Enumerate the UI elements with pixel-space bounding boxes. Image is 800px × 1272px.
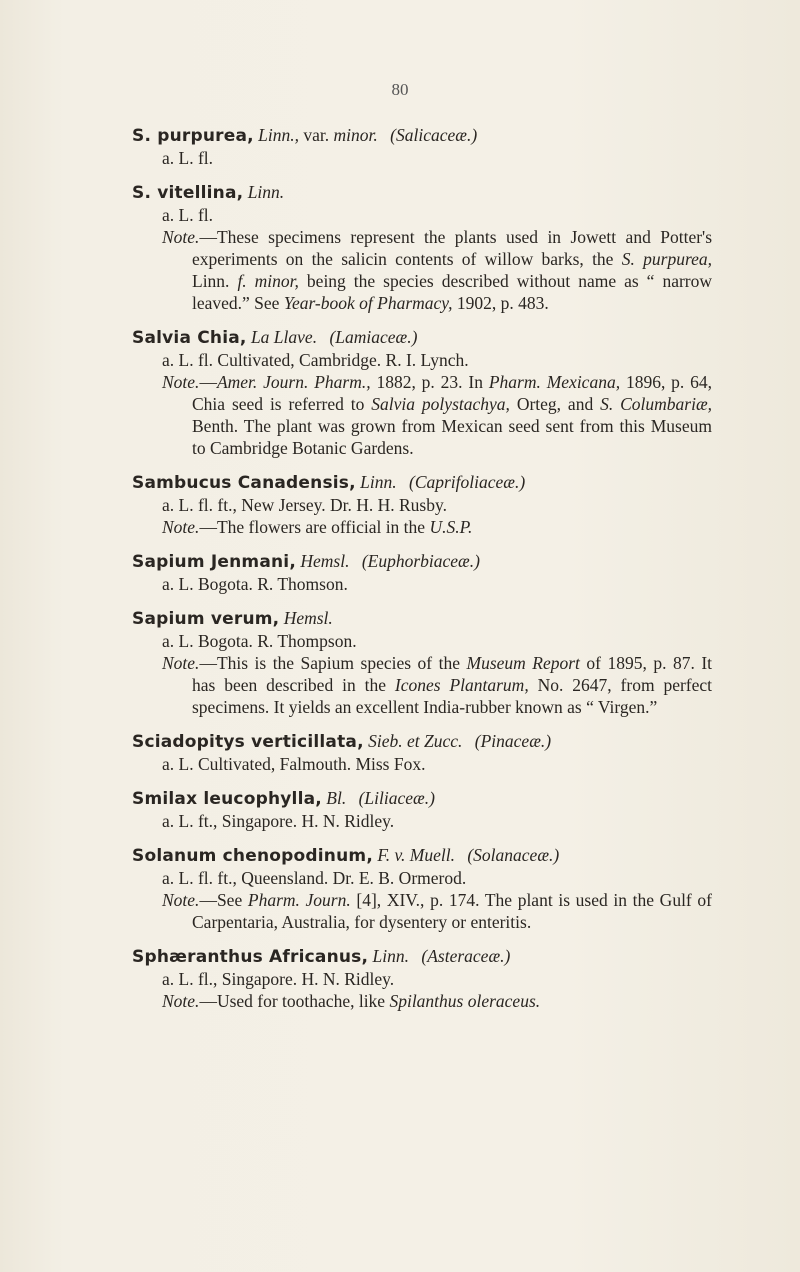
species-name: Sapium Jenmani,: [132, 552, 296, 572]
family-name: (Euphorbiaceæ.): [361, 551, 480, 571]
entry-solanum-chenopodinum: [132, 844, 712, 933]
note-text: —Used for toothache, like: [199, 991, 386, 1011]
page-number: 80: [391, 80, 409, 99]
specimen-details: a. L. fl., Singapore. H. N. Ridley.: [162, 969, 395, 989]
note-block: [132, 226, 712, 314]
species-name: Sciadopitys verticillata,: [132, 732, 364, 752]
note-text: 1882, p. 23. In: [376, 372, 483, 392]
note-label: Note.: [162, 991, 200, 1011]
note-text: [4], XIV., p. 174. The plant is used in the Gulf of Carpentaria, Australia, for dysentery or enteritis.: [192, 890, 712, 932]
note-text: of 1895, p. 87. It has been described in the: [192, 653, 713, 695]
family-name: (Solanaceæ.): [467, 845, 560, 865]
note-italic: f. minor,: [237, 271, 299, 291]
note-italic: Year-book of Pharmacy,: [283, 293, 453, 313]
species-name: Sambucus Canadensis,: [132, 473, 356, 493]
note-text: —The flowers are official in the: [199, 517, 426, 537]
note-label: Note.: [162, 517, 200, 537]
note-label: Note.: [162, 890, 200, 910]
entry-sapium-verum: [132, 607, 712, 718]
specimen-details: a. L. fl. Cultivated, Cambridge. R. I. Lynch.: [162, 350, 469, 370]
family-name: (Caprifoliaceæ.): [409, 472, 526, 492]
note-italic: U.S.P.: [429, 517, 473, 537]
variety-name: minor.: [333, 125, 378, 145]
entry-smilax-leucophylla: [132, 787, 712, 832]
note-text: No. 2647, from perfect specimens. It yields an excellent India-rubber known as “ Virgen.”: [192, 675, 713, 717]
entry-sambucus-canadensis: [132, 471, 712, 538]
note-italic: S. purpurea,: [621, 249, 712, 269]
note-label: Note.: [162, 653, 200, 673]
note-text: Orteg, and: [516, 394, 594, 414]
species-name: Solanum chenopodinum,: [132, 846, 373, 866]
authority: Linn.: [247, 182, 285, 202]
specimen-details: a. L. fl.: [162, 148, 214, 168]
note-block: [132, 652, 712, 718]
family-name: (Asteraceæ.): [421, 946, 511, 966]
authority: Linn.,: [258, 125, 300, 145]
authority: F. v. Muell.: [377, 845, 455, 865]
species-name: Salvia Chia,: [132, 328, 247, 348]
note-text: Linn.: [192, 271, 230, 291]
specimen-details: a. L. Cultivated, Falmouth. Miss Fox.: [162, 754, 426, 774]
note-label: Note.: [162, 227, 200, 247]
note-italic: Pharm. Mexicana,: [488, 372, 621, 392]
note-italic: Spilanthus oleraceus.: [389, 991, 541, 1011]
authority: Linn.: [360, 472, 397, 492]
authority: Hemsl.: [283, 608, 333, 628]
note-italic: Salvia polystachya,: [371, 394, 510, 414]
species-name: Sphæranthus Africanus,: [132, 947, 369, 967]
family-name: (Liliaceæ.): [358, 788, 435, 808]
authority: Bl.: [326, 788, 347, 808]
note-block: [132, 371, 712, 459]
specimen-details: a. L. ft., Singapore. H. N. Ridley.: [162, 811, 395, 831]
entry-sphaeranthus-africanus: [132, 945, 712, 1012]
entry-sapium-jenmani: [132, 550, 712, 595]
note-italic: Pharm. Journ.: [247, 890, 351, 910]
entry-salix-vitellina: [132, 181, 712, 314]
note-label: Note.: [162, 372, 200, 392]
note-text: —: [199, 372, 217, 392]
note-italic: Museum Report: [466, 653, 580, 673]
authority: Sieb. et Zucc.: [368, 731, 463, 751]
specimen-details: a. L. fl. ft., Queensland. Dr. E. B. Ormerod.: [162, 868, 467, 888]
specimen-details: a. L. fl.: [162, 205, 214, 225]
catalogue-entries: [132, 124, 712, 1024]
note-italic: Icones Plantarum,: [394, 675, 529, 695]
authority: Linn.: [372, 946, 410, 966]
note-italic: S. Columbariæ,: [600, 394, 713, 414]
species-name: Sapium verum,: [132, 609, 280, 629]
note-text: Benth. The plant was grown from Mexican seed sent from this Museum to Cambridge Botanic Gardens.: [192, 416, 712, 458]
entry-salvia-chia: [132, 326, 712, 459]
note-italic: Amer. Journ. Pharm.,: [216, 372, 371, 392]
variety-label: var.: [303, 125, 330, 145]
specimen-details: a. L. Bogota. R. Thompson.: [162, 631, 357, 651]
species-name: S. vitellina,: [132, 183, 244, 203]
family-name: (Lamiaceæ.): [329, 327, 418, 347]
species-name: Smilax leucophylla,: [132, 789, 322, 809]
note-block: [132, 889, 712, 933]
note-block: [132, 990, 712, 1012]
note-text: 1896, p. 64, Chia seed is referred to: [192, 372, 713, 414]
family-name: (Pinaceæ.): [474, 731, 552, 751]
note-text: —See: [199, 890, 243, 910]
specimen-details: a. L. Bogota. R. Thomson.: [162, 574, 348, 594]
note-text: —These specimens represent the plants used in Jowett and Potter's experiments on the salicin contents of willow barks, the: [192, 227, 712, 269]
species-name: S. purpurea,: [132, 126, 254, 146]
note-text: being the species described without name as “ narrow leaved.” See: [192, 271, 713, 313]
entry-sciadopitys-verticillata: [132, 730, 712, 775]
entry-salix-purpurea: [132, 124, 712, 169]
note-text: 1902, p. 483.: [456, 293, 549, 313]
family-name: (Salicaceæ.): [390, 125, 478, 145]
authority: Hemsl.: [300, 551, 350, 571]
note-text: —This is the Sapium species of the: [199, 653, 460, 673]
authority: La Llave.: [250, 327, 318, 347]
note-block: [132, 516, 712, 538]
specimen-details: a. L. fl. ft., New Jersey. Dr. H. H. Rusby.: [162, 495, 447, 515]
